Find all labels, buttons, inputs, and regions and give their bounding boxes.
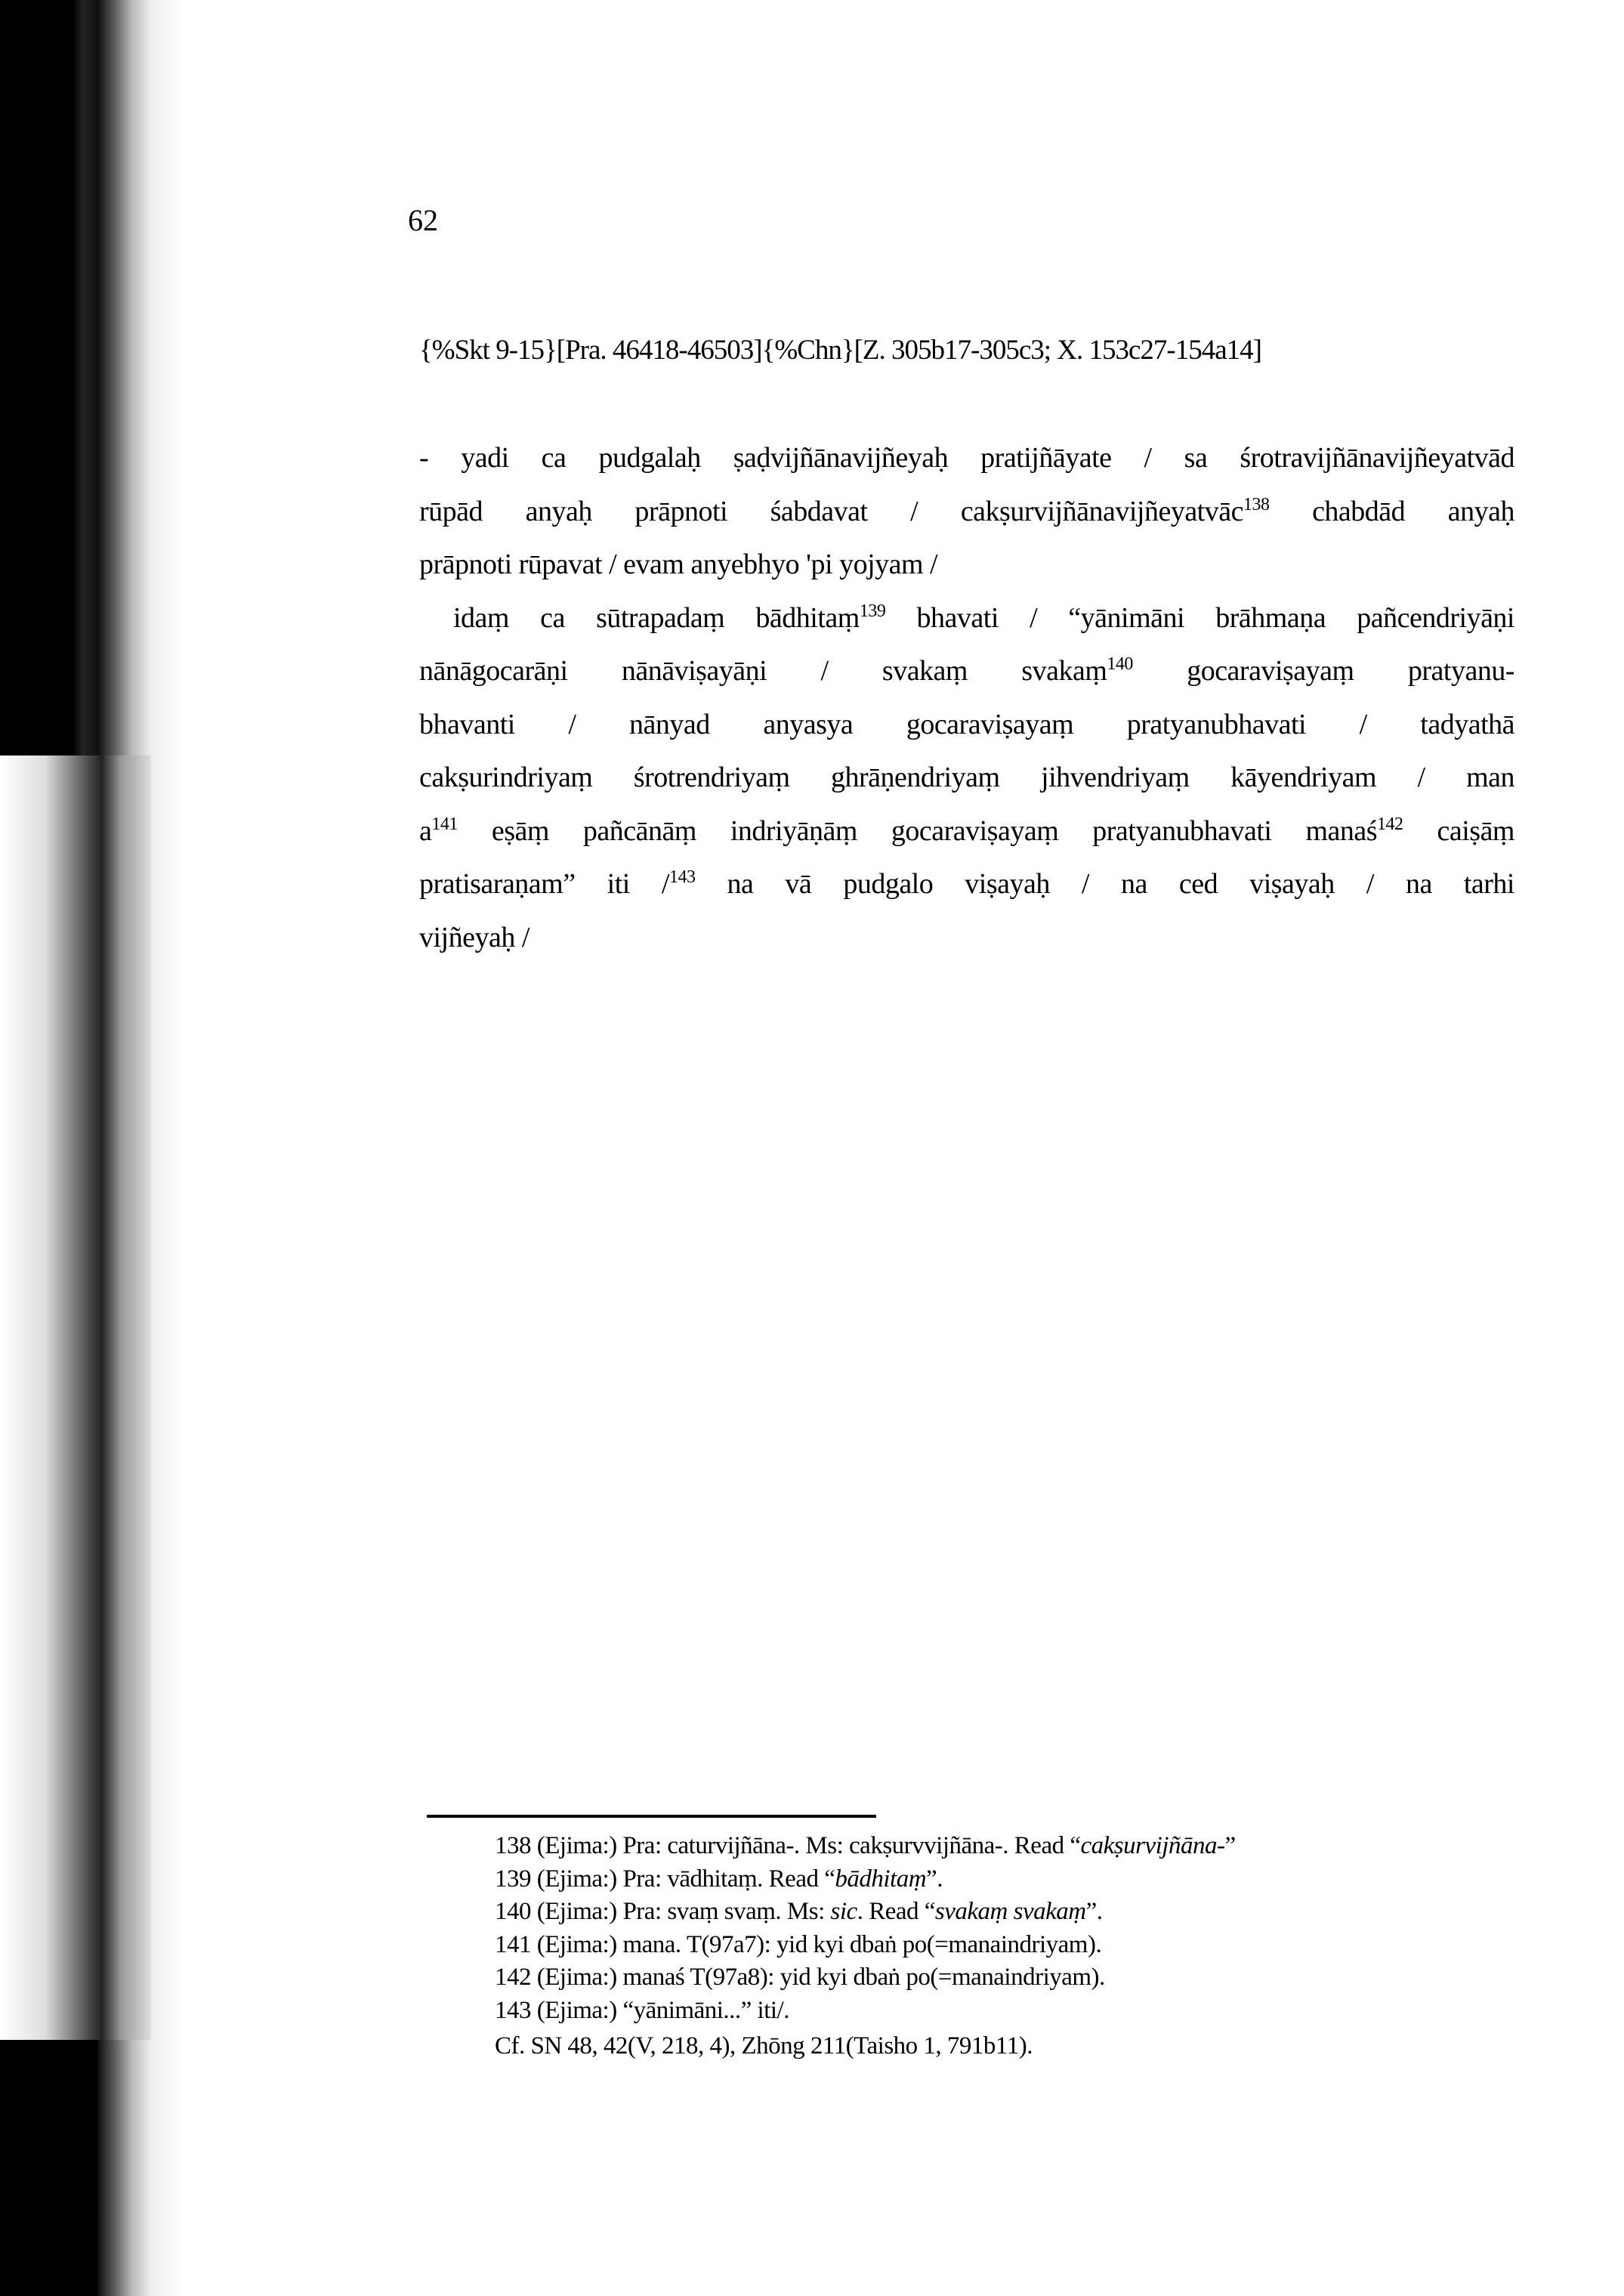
text: $a^{141}$ eṣāṃ pañcānāṃ indriyāṇāṃ gocaraviṣayaṃ pratyanubhavati manaś$^{142}$ caiṣāṃ	[419, 814, 1514, 847]
text-line	[419, 438, 1514, 492]
text-line	[419, 705, 1514, 759]
footnote-ref[interactable]: 139	[859, 601, 886, 621]
text-line	[419, 918, 1514, 972]
scan-edge-shadow-mid	[0, 756, 151, 2040]
footnote-ref[interactable]: 141	[431, 814, 458, 834]
text: - yadi ca pudgalaḥ ṣaḍvijñānavijñeyaḥ pratijñāyate / sa śrotravijñānavijñeyatvād	[419, 442, 1514, 474]
section-reference-header: {%Skt 9-15}[Pra. 46418-46503]{%Chn}[Z. 305b17-305c3; X. 153c27-154a14]	[419, 335, 1261, 366]
text: rūpād anyaḥ prāpnoti śabdavat / cakṣurvijñānavijñeyatvāc$^{138}$ chabdād anyaḥ	[419, 494, 1514, 527]
text-line	[419, 492, 1514, 545]
text: prāpnoti rūpavat / evam anyebhyo 'pi yojyam /	[419, 549, 938, 580]
footnote-ref[interactable]: 138	[1243, 494, 1270, 515]
footnote-ref[interactable]: 142	[1377, 814, 1403, 834]
text: vijñeyaḥ /	[419, 921, 529, 953]
text-line	[419, 545, 1514, 598]
footnote-138: 138 (Ejima:) Pra: caturvijñāna-. Ms: cakṣurvvijñāna-. Read “cakṣurvijñāna-”	[495, 1832, 1236, 1859]
text-line	[419, 758, 1514, 811]
footnote-142: 142 (Ejima:) manaś T(97a8): yid kyi dbaṅ po(=manaindriyam).	[495, 1964, 1105, 1991]
page-number: 62	[408, 203, 438, 237]
text-line	[419, 811, 1514, 865]
footnote-141: 141 (Ejima:) mana. T(97a7): yid kyi dbaṅ po(=manaindriyam).	[495, 1930, 1102, 1958]
text: nānāgocarāṇi nānāviṣayāṇi / svakaṃ svakaṃ$^{140}$ gocaraviṣayaṃ pratyanu-	[419, 654, 1514, 687]
scan-edge-shadow-bottom	[0, 2040, 98, 2296]
footnote-ref[interactable]: 140	[1107, 654, 1133, 674]
text: idaṃ ca sūtrapadaṃ bādhitaṃ$^{139}$ bhavati / “yānimāni brāhmaṇa pañcendriyāṇi	[453, 601, 1514, 634]
cross-reference-note: Cf. SN 48, 42(V, 218, 4), Zhōng 211(Taisho 1, 791b11).	[495, 2032, 1033, 2060]
footnotes	[495, 1830, 1236, 2063]
text: cakṣurindriyaṃ śrotrendriyaṃ ghrāṇendriyaṃ jihvendriyaṃ kāyendriyam / man	[419, 762, 1514, 793]
footnote-139: 139 (Ejima:) Pra: vādhitaṃ. Read “bādhitaṃ”.	[495, 1865, 943, 1893]
text-line	[419, 598, 1514, 652]
main-text	[419, 438, 1514, 971]
footnote-divider	[427, 1815, 876, 1818]
footnote-143: 143 (Ejima:) “yānimāni...” iti/.	[495, 1996, 789, 2024]
footnote-ref[interactable]: 143	[668, 867, 696, 887]
text: pratisaraṇam” iti /$^{143}$ na vā pudgalo viṣayaḥ / na ced viṣayaḥ / na tarhi	[419, 867, 1514, 900]
text: bhavanti / nānyad anyasya gocaraviṣayaṃ pratyanubhavati / tadyathā	[419, 708, 1514, 740]
text-line	[419, 864, 1514, 918]
text-line	[419, 651, 1514, 705]
footnote-140: 140 (Ejima:) Pra: svaṃ svaṃ. Ms: sic. Read “svakaṃ svakaṃ”.	[495, 1898, 1103, 1925]
